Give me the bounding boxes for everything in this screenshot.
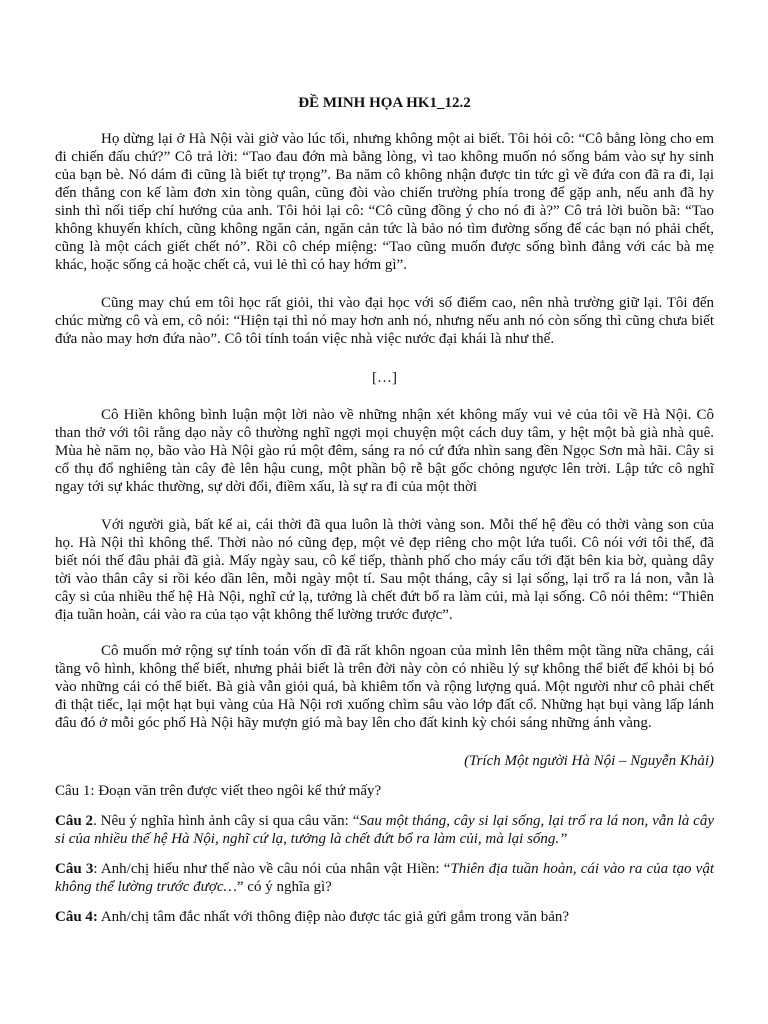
paragraph-4: Với người già, bất kể ai, cái thời đã qua luôn là thời vàng son. Mỗi thế hệ đều có thời vàng son của họ. Hà Nội thì không thể. Thời nào nó cũng đẹp, một vẻ đẹp riêng cho một lứa tuổi. Cô nói với tôi thế, đã biết nói thế đâu phải đã già. Mấy ngày sau, cô kế tiếp, thành phố cho máy cẩu tới đặt bên kia bờ, quàng dây tời vào thân cây si rồi kéo dần lên, mỗi ngày một tí. Sau một tháng, cây si lại sống, lại trổ ra lá non, vẫn là cây si của nhiều thế hệ Hà Nội, nghĩ cứ lạ, tưởng là chết đứt bổ ra làm củi, mà lại sống. Cô nói thêm: “Thiên địa tuần hoàn, cái vào ra của tạo vật không thể lường trước được”. <box>55 517 714 623</box>
ellipsis-marker: […] <box>372 370 397 386</box>
paragraph-3: Cô Hiền không bình luận một lời nào về những nhận xét không mấy vui vẻ của tôi về Hà Nội. Cô than thở với tôi rằng dạo này cô thường nghĩ ngợi mọi chuyện một cách duy tâm, y hệt một bà già nhà quê. Mùa hè năm nọ, bão vào Hà Nội gào rú một đêm, sáng ra nó cứ đứa nhìn sang đền Ngọc Sơn mà hãi. Cây si cổ thụ đổ nghiêng tàn cây đè lên hậu cung, một phần bộ rễ bật gốc chỏng ngược lên trời. Lập tức cô nghĩ ngay tới sự khác thường, sự dời đổi, điềm xấu, là sự ra đi của một thời <box>55 407 714 495</box>
question-1: Câu 1: Đoạn văn trên được viết theo ngôi kể thứ mấy? <box>55 783 382 799</box>
question-3: Câu 3: Anh/chị hiểu như thế nào về câu nói của nhân vật Hiền: “Thiên địa tuần hoàn, cái vào ra của tạo vật không thể lường trước được…” có ý nghĩa gì? <box>55 861 714 895</box>
paragraph-1: Họ dừng lại ở Hà Nội vài giờ vào lúc tối, nhưng không một ai biết. Tôi hỏi cô: “Cô bằng lòng cho em đi chiến đấu chứ?” Cô trả lời: “Tao đau đớn mà bằng lòng, vì tao không muốn nó sống bám vào sự hy sinh của bạn bè. Nó dám đi cũng là biết tự trọng”. Ba năm cô không nhận được tin tức gì về đứa con đã ra đi, lại đến thẳng con kế làm đơn xin tòng quân, cũng đòi vào chiến trường phía trong để gặp anh, nếu anh đã hy sinh thì nối tiếp chí hướng của anh. Tôi hỏi lại cô: “Cô cũng đồng ý cho nó đi à?” Cô trả lời buồn bã: “Tao không khuyến khích, cũng không ngăn cản, ngăn cản tức là bảo nó tìm đường sống để các bạn nó phải chết, cũng là một cách giết chết nó”. Rồi cô chép miệng: “Tao cũng muốn được sống bình đẳng với các bà mẹ khác, hoặc sống cả hoặc chết cả, vui lẻ thì có hay hớm gì”. <box>55 131 714 273</box>
question-2: Câu 2. Nêu ý nghĩa hình ảnh cây si qua câu văn: “Sau một tháng, cây si lại sống, lại trổ ra lá non, vẫn là cây si của nhiều thế hệ Hà Nội, nghĩ cứ lạ, tưởng là chết đứt bổ ra làm củi, mà lại sống.” <box>55 813 714 847</box>
source-citation: (Trích Một người Hà Nội – Nguyễn Khải) <box>464 753 714 769</box>
question-4: Câu 4: Anh/chị tâm đắc nhất với thông điệp nào được tác giả gửi gắm trong văn bản? <box>55 909 570 925</box>
paragraph-2: Cũng may chú em tôi học rất giỏi, thi vào đại học với số điểm cao, nên nhà trường giữ lại. Tôi đến chúc mừng cô và em, cô nói: “Hiện tại thì nó may hơn anh nó, nhưng nếu anh nó còn sống thì cũng chưa biết đứa nào may hơn đứa nào”. Cô tôi tính toán việc nhà việc nước đại khái là như thế. <box>55 295 714 347</box>
paragraph-5: Cô muốn mở rộng sự tính toán vốn dĩ đã rất khôn ngoan của mình lên thêm một tầng nữa chăng, cái tầng vô hình, không thể biết, nhưng phải biết là trên đời này còn có nhiều lý sự không thể biết để khỏi bị bó vào những cái có thể biết. Bà già vẫn giỏi quá, bà khiêm tốn và rộng lượng quá. Một người như cô phải chết đi thật tiếc, lại một hạt bụi vàng của Hà Nội rơi xuống chìm sâu vào lớp đất cổ. Những hạt bụi vàng lấp lánh đâu đó ở mỗi góc phố Hà Nội hãy mượn gió mà bay lên cho đất kinh kỳ chói sáng những ánh vàng. <box>55 643 714 731</box>
document-title: ĐỀ MINH HỌA HK1_12.2 <box>298 95 471 111</box>
